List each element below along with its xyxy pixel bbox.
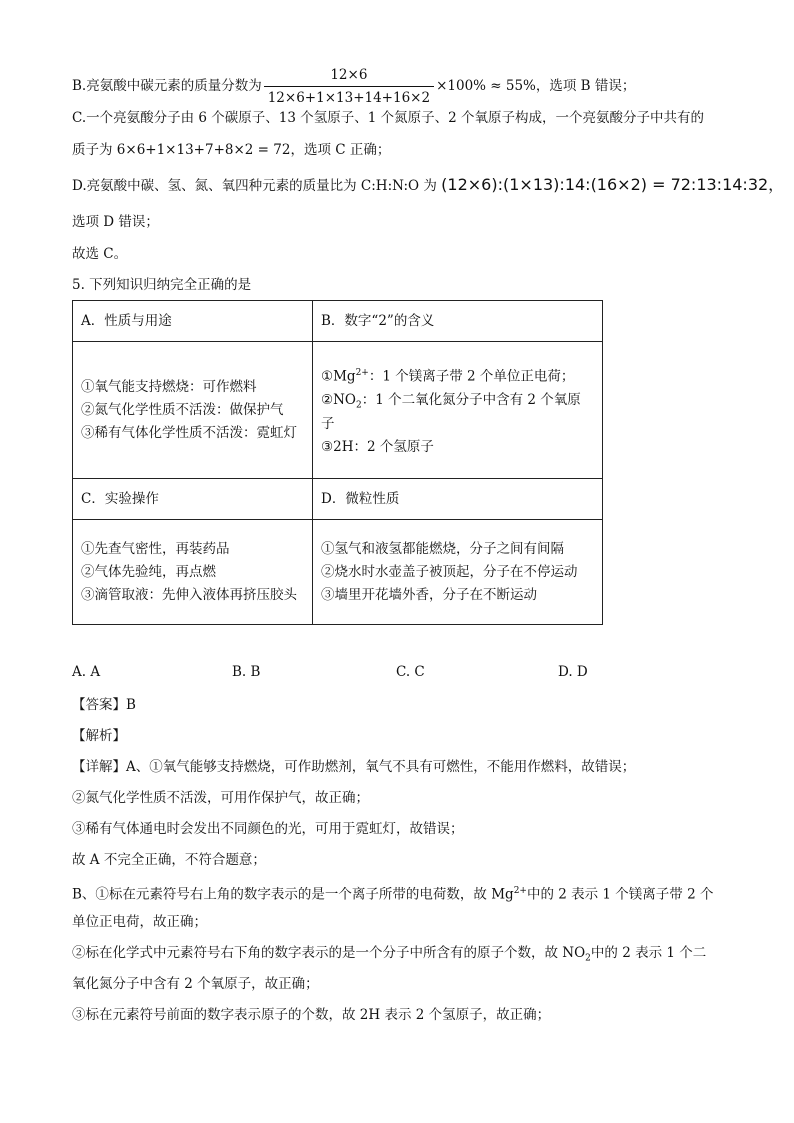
- option-d-line-1: [72, 176, 784, 195]
- cell-b-content: [313, 342, 603, 479]
- text: ：1 个二氧化氮分子中含有 2 个氧原: [361, 391, 581, 408]
- analysis-line-8: 氧化氮分子中含有 2 个氧原子，故正确；: [72, 976, 319, 992]
- b-item-3: ③2H：2 个氢原子: [321, 438, 434, 455]
- text: B.亮氨酸中碳元素的质量分数为: [72, 78, 262, 94]
- subscript: 2: [585, 953, 591, 964]
- text: ①Mg: [321, 368, 356, 385]
- question-5: 5. 下列知识归纳完全正确的是: [72, 277, 252, 293]
- text: ：1 个镁离子带 2 个单位正电荷；: [368, 368, 575, 385]
- analysis-line-5: [72, 882, 713, 904]
- cell-c-content: [73, 520, 313, 625]
- a-item-1: ①氧气能支持燃烧：可作燃料: [81, 379, 257, 395]
- b-item-1: [321, 364, 594, 386]
- superscript: 2+: [355, 368, 369, 379]
- text: ×100% ≈ 55%，选项 B 错误；: [436, 78, 636, 94]
- analysis-line-3: ③稀有气体通电时会发出不同颜色的光，可用于霓虹灯，故错误；: [72, 821, 464, 837]
- c-item-3: ③滴管取液：先伸入液体再挤压胶头: [81, 587, 297, 603]
- option-c[interactable]: C. C: [396, 664, 425, 680]
- cell-c-header: C．实验操作: [73, 479, 313, 520]
- d-item-3: ③墙里开花墙外香，分子在不断运动: [321, 587, 537, 603]
- option-c-line-2: 质子为 6×6+1×13+7+8×2 = 72，选项 C 正确；: [72, 142, 391, 158]
- analysis-line-6: 单位正电荷，故正确；: [72, 914, 207, 930]
- cell-d-header: D．微粒性质: [313, 479, 603, 520]
- b-item-2: [321, 391, 594, 433]
- text: ②标在化学式中元素符号右下角的数字表示的是一个分子中所含有的原子个数，故 NO: [72, 945, 586, 961]
- cell-a-header: A．性质与用途: [73, 301, 313, 342]
- text: D.亮氨酸中碳、氢、氮、氧四种元素的质量比为 C:H:N:O 为: [72, 178, 437, 194]
- option-d-line-2: 选项 D 错误；: [72, 214, 159, 230]
- text: ②NO: [321, 391, 356, 408]
- choose-line: 故选 C。: [72, 246, 128, 262]
- a-item-3: ③稀有气体化学性质不活泼：霓虹灯: [81, 425, 297, 441]
- option-c-line-1: C.一个亮氨酸分子由 6 个碳原子、13 个氢原子、1 个氮原子、2 个氧原子构成，一个亮氨酸分子中共有的: [72, 110, 705, 126]
- cell-a-content: [73, 342, 313, 479]
- option-a[interactable]: A. A: [72, 664, 101, 680]
- fraction: [264, 66, 434, 107]
- text: 中的 2 表示 1 个镁离子带 2 个: [526, 886, 714, 903]
- analysis-line-7: [72, 944, 706, 968]
- fraction-denominator: 12×6+1×13+14+16×2: [267, 90, 431, 106]
- text: 中的 2 表示 1 个二: [590, 945, 707, 961]
- answer-line: 【答案】B: [72, 697, 136, 713]
- text: B、①标在元素符号右上角的数字表示的是一个离子所带的电荷数，故 Mg: [72, 886, 514, 903]
- option-d[interactable]: D. D: [558, 664, 588, 680]
- d-item-1: ①氢气和液氢都能燃烧，分子之间有间隔: [321, 541, 564, 557]
- analysis-line-4: 故 A 不完全正确，不符合题意；: [72, 852, 266, 868]
- mass-ratio-formula: (12×6):(1×13):14:(16×2) = 72:13:14:32，: [441, 175, 785, 194]
- analysis-line-2: ②氮气化学性质不活泼，可用作保护气，故正确；: [72, 790, 369, 806]
- superscript: 2+: [513, 886, 527, 896]
- analysis-line-1: 【详解】A、①氧气能够支持燃烧，可作助燃剂，氧气不具有可燃性，不能用作燃料，故错误；: [72, 759, 636, 775]
- text: 子: [321, 415, 335, 432]
- analysis-label: 【解析】: [72, 728, 126, 744]
- d-item-2: ②烧水时水壶盖子被顶起，分子在不停运动: [321, 564, 578, 580]
- analysis-line-9: ③标在元素符号前面的数字表示原子的个数，故 2H 表示 2 个氢原子，故正确；: [72, 1007, 551, 1023]
- option-b-explanation: [72, 66, 635, 107]
- fraction-numerator: 12×6: [264, 66, 434, 87]
- c-item-1: ①先查气密性，再装药品: [81, 541, 230, 557]
- knowledge-table: [72, 300, 603, 625]
- option-b[interactable]: B. B: [232, 664, 261, 680]
- subscript: 2: [355, 400, 362, 411]
- c-item-2: ②气体先验纯，再点燃: [81, 564, 216, 580]
- a-item-2: ②氮气化学性质不活泼：做保护气: [81, 402, 284, 418]
- cell-b-header: B．数字“2”的含义: [313, 301, 603, 342]
- cell-d-content: [313, 520, 603, 625]
